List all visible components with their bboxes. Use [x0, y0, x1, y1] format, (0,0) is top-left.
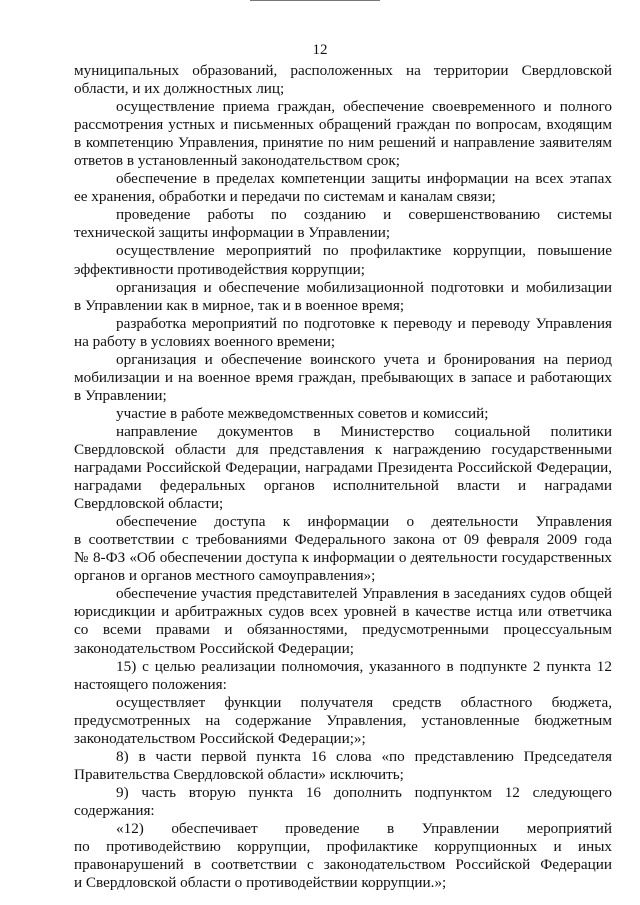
text-line: и Свердловской области о противодействии коррупции.»;: [74, 874, 447, 892]
text-line: организация и обеспечение воинского учета и бронирования на период: [116, 350, 612, 368]
text-line: в компетенцию Управления, принятие по ним решений и направление заявителям: [74, 134, 612, 152]
text-line: осуществляет функции получателя средств областного бюджета,: [116, 693, 612, 711]
text-line: по противодействию коррупции, профилактике коррупционных и иных: [74, 838, 612, 856]
text-line: Правительства Свердловской области» исключить;: [74, 765, 404, 783]
text-line: настоящего положения:: [74, 675, 227, 693]
text-line: 15) с целью реализации полномочия, указанного в подпункте 2 пункта 12: [116, 657, 612, 675]
document-body: [74, 62, 612, 892]
text-line: в Управлении как в мирное, так и в военное время;: [74, 296, 405, 314]
text-line: обеспечение в пределах компетенции защиты информации на всех этапах: [116, 170, 612, 188]
text-line: юрисдикции и арбитражных судов всех уровней в качестве истца или ответчика: [74, 603, 612, 621]
text-line: обеспечение участия представителей Управления в заседаниях судов общей: [116, 585, 612, 603]
text-line: ее хранения, обработки и передачи по системам и каналам связи;: [74, 188, 496, 206]
text-line: области, и их должностных лиц;: [74, 80, 285, 98]
text-line: правонарушений в соответствии с законодательством Российской Федерации: [74, 856, 612, 874]
text-line: рассмотрения устных и письменных обращений граждан по вопросам, входящим: [74, 116, 612, 134]
text-line: Свердловской области;: [74, 495, 224, 513]
text-line: осуществление мероприятий по профилактике коррупции, повышение: [116, 242, 612, 260]
text-line: 9) часть вторую пункта 16 дополнить подпунктом 12 следующего: [116, 783, 612, 801]
text-line: со всеми правами и обязанностями, предусмотренными процессуальным: [74, 621, 612, 639]
text-line: Свердловской области для представления к награждению государственными: [74, 440, 612, 458]
text-line: наградами федеральных органов исполнительной власти и наградами: [74, 477, 612, 495]
text-line: направление документов в Министерство социальной политики: [116, 422, 612, 440]
text-line: ответов в установленный законодательством срок;: [74, 152, 400, 170]
text-line: 8) в части первой пункта 16 слова «по представлению Председателя: [116, 747, 612, 765]
text-line: предусмотренных на содержание Управления, установленные бюджетным: [74, 711, 612, 729]
text-line: технической защиты информации в Управлении;: [74, 224, 391, 242]
text-line: организация и обеспечение мобилизационной подготовки и мобилизации: [116, 278, 612, 296]
scan-edge-line: [250, 0, 380, 1]
text-line: участие в работе межведомственных советов и комиссий;: [116, 404, 489, 422]
text-line: в соответствии с требованиями Федерального закона от 09 февраля 2009 года: [74, 531, 612, 549]
text-line: мобилизации и на военное время граждан, пребывающих в запасе и работающих: [74, 368, 612, 386]
text-line: проведение работы по созданию и совершенствованию системы: [116, 206, 612, 224]
text-line: № 8-ФЗ «Об обеспечении доступа к информации о деятельности государственных: [74, 549, 612, 567]
text-line: на работу в условиях военного времени;: [74, 332, 336, 350]
text-line: «12) обеспечивает проведение в Управлении мероприятий: [116, 819, 612, 837]
text-line: осуществление приема граждан, обеспечение своевременного и полного: [116, 98, 612, 116]
text-line: наградами Российской Федерации, наградами Президента Российской Федерации,: [74, 459, 612, 477]
text-line: разработка мероприятий по подготовке к переводу и переводу Управления: [116, 314, 612, 332]
text-line: законодательством Российской Федерации;: [74, 639, 354, 657]
text-line: в Управлении;: [74, 386, 167, 404]
text-line: законодательством Российской Федерации;»;: [74, 729, 366, 747]
text-line: обеспечение доступа к информации о деятельности Управления: [116, 513, 612, 531]
text-line: муниципальных образований, расположенных на территории Свердловской: [74, 62, 612, 79]
text-line: органов и органов местного самоуправления»;: [74, 567, 376, 585]
page-number: 12: [312, 42, 328, 58]
text-line: эффективности противодействия коррупции;: [74, 260, 365, 278]
text-line: содержания:: [74, 801, 155, 819]
